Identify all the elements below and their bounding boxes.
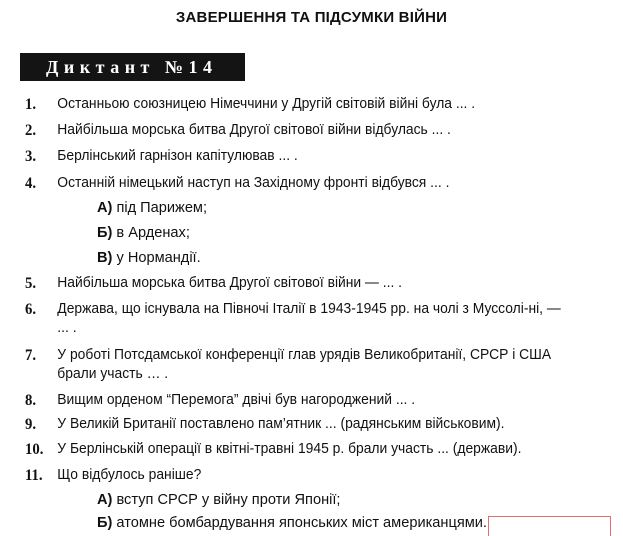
option-letter: Б) bbox=[97, 515, 113, 531]
option-letter: А) bbox=[97, 200, 113, 216]
question-number: 5. bbox=[25, 275, 37, 292]
question-text: Держава, що існувала на Півночі Італії в 1943-1945 рр. на чолі з Муссолі-ні, — ... . bbox=[57, 301, 561, 336]
question-text: Найбільша морська битва Другої світової війни — ... . bbox=[57, 275, 403, 291]
question-number: 11. bbox=[25, 467, 43, 484]
q4-option-a bbox=[97, 199, 207, 218]
question-text: У Великій Британії поставлено пам’ятник ... (радянським військовим). bbox=[57, 416, 505, 432]
question-text: Останній німецький наступ на Західному фронті відбувся ... . bbox=[57, 175, 450, 191]
option-text: у Нормандії. bbox=[116, 250, 201, 266]
question-text: У Берлінській операції в квітні-травні 1945 р. брали участь ... (держави). bbox=[57, 441, 522, 457]
question-text: У роботі Потсдамської конференції глав урядів Великобританії, СРСР і США брали участь … . bbox=[57, 347, 552, 382]
q11-option-b bbox=[97, 514, 487, 533]
option-text: в Арденах; bbox=[116, 225, 190, 241]
section-title: ЗАВЕРШЕННЯ ТА ПІДСУМКИ ВІЙНИ bbox=[175, 9, 448, 26]
question-number: 2. bbox=[25, 122, 37, 139]
q4-option-b bbox=[97, 224, 190, 243]
question-text: Вищим орденом “Перемога” двічі був нагороджений ... . bbox=[57, 392, 416, 408]
option-text: вступ СРСР у війну проти Японії; bbox=[116, 492, 341, 508]
option-text: атомне бомбардування японських міст американцями. bbox=[116, 515, 487, 531]
question-text: Що відбулось раніше? bbox=[57, 467, 202, 483]
option-letter: В) bbox=[97, 250, 113, 266]
option-text: під Парижем; bbox=[116, 200, 208, 216]
question-number: 10. bbox=[25, 441, 44, 458]
dictation-banner: Диктант №14 bbox=[20, 53, 245, 81]
question-text: Найбільша морська битва Другої світової війни відбулась ... . bbox=[57, 122, 451, 138]
question-text: Останньою союзницею Німеччини у Другій світовій війні була ... . bbox=[57, 96, 476, 112]
question-text: Берлінський гарнізон капітулював ... . bbox=[57, 148, 298, 164]
q11-option-a bbox=[97, 491, 340, 510]
question-number: 7. bbox=[25, 347, 37, 364]
question-number: 6. bbox=[25, 301, 37, 318]
question-number: 8. bbox=[25, 392, 37, 409]
question-number: 1. bbox=[25, 96, 37, 113]
option-letter: А) bbox=[97, 492, 113, 508]
option-letter: Б) bbox=[97, 225, 113, 241]
question-number: 9. bbox=[25, 416, 37, 433]
annotation-frame bbox=[488, 516, 611, 536]
question-number: 4. bbox=[25, 175, 37, 192]
q4-option-c bbox=[97, 249, 201, 268]
question-number: 3. bbox=[25, 148, 37, 165]
